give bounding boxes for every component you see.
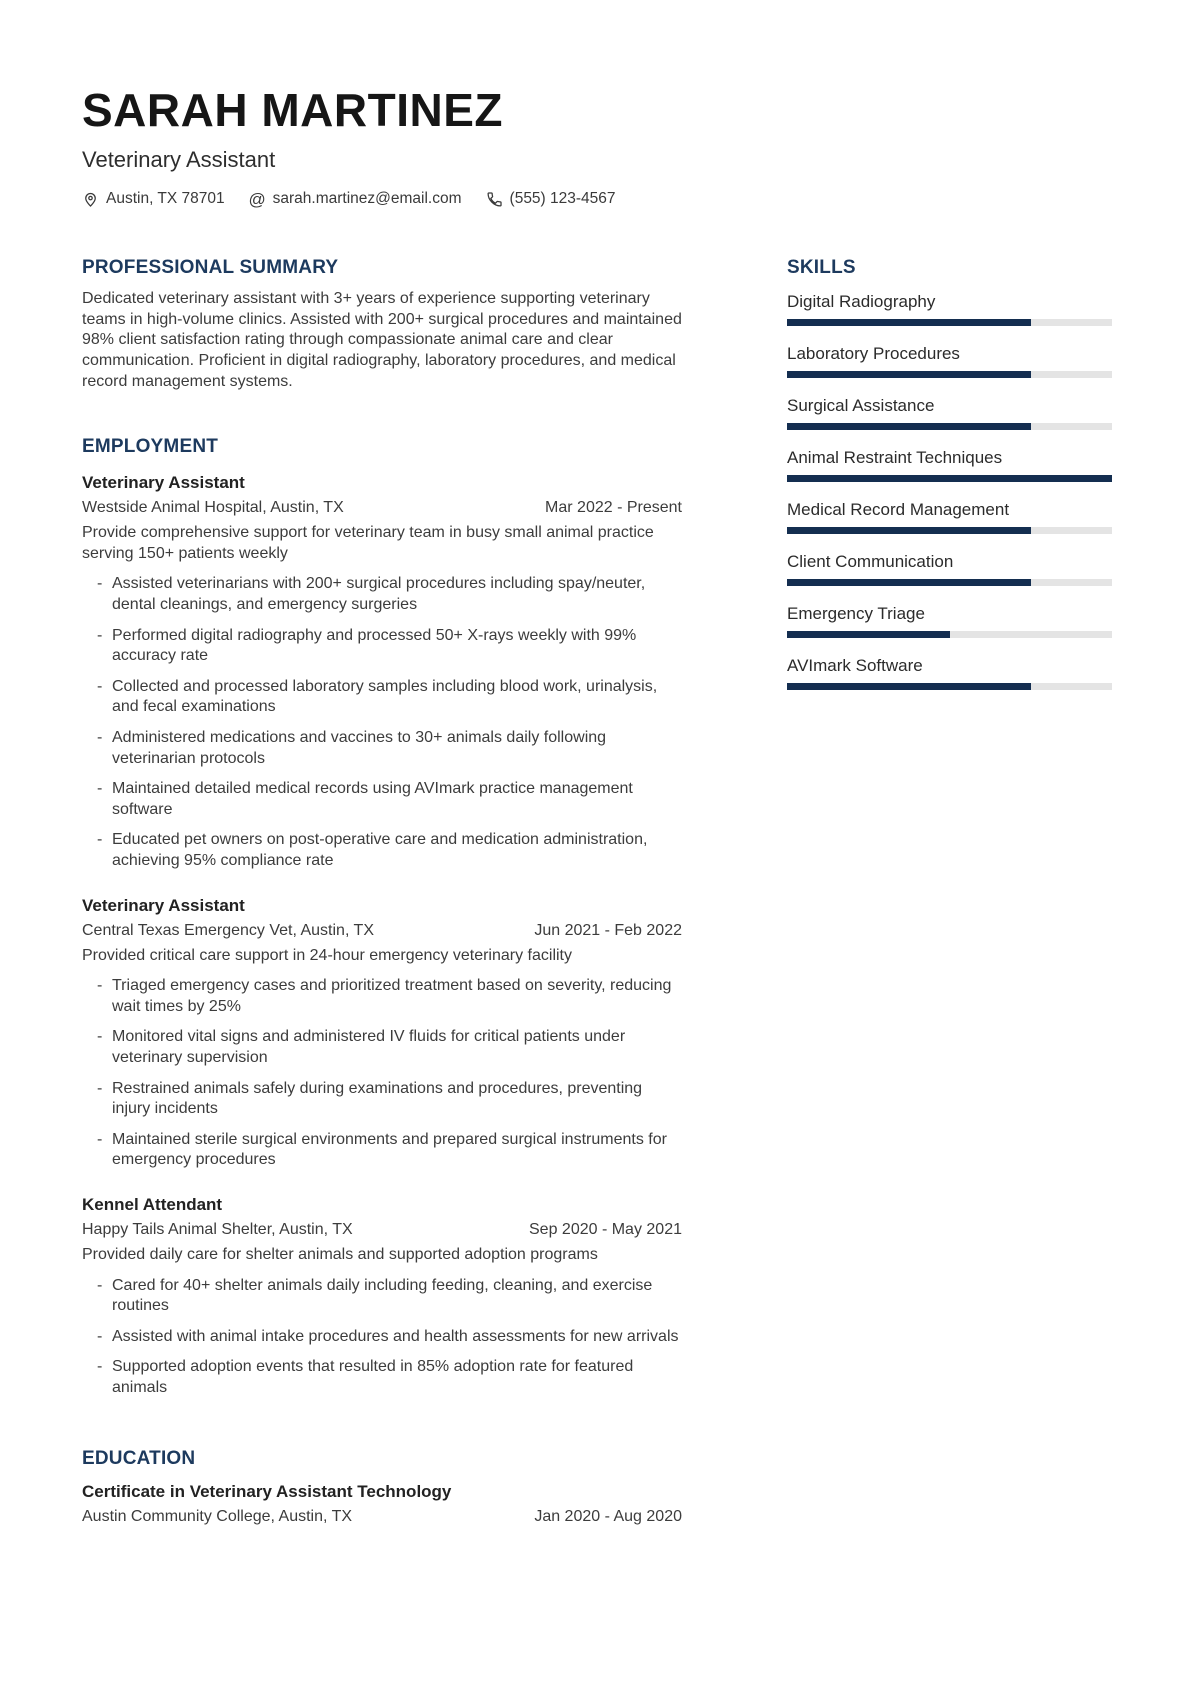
skill-item [787,604,1112,638]
bullet-dash: - [97,1028,103,1046]
job-bullet [82,677,682,718]
bullet-text: Assisted veterinarians with 200+ surgical procedures including spay/neuter, dental cleanings, and emergency surgeries [112,575,646,614]
bullet-dash: - [97,1130,103,1148]
skill-label: Animal Restraint Techniques [787,448,1003,468]
skill-label: Medical Record Management [787,500,1010,520]
job-bullet [82,728,682,769]
bullet-text: Maintained detailed medical records using AVImark practice management software [112,780,633,818]
job-bullet [82,779,682,820]
job-bullet [82,1027,682,1068]
education-school: Austin Community College, Austin, TX [82,1508,353,1526]
skill-label: Client Communication [787,552,954,572]
bullet-text: Supported adoption events that resulted in 85% adoption rate for featured animals [112,1358,634,1396]
bullet-dash: - [97,1079,103,1097]
person-job-title: Veterinary Assistant [82,147,276,173]
main-column [82,257,682,1528]
job-title: Kennel Attendant [82,1194,223,1214]
bullet-text: Maintained sterile surgical environments and prepared surgical instruments for emergency procedures [112,1130,667,1169]
skill-progress-fill [787,631,950,638]
skill-label: Laboratory Procedures [787,344,960,364]
job-bullet-list [82,976,682,1171]
contact-email-text: sarah.martinez@email.com [272,190,462,208]
summary-text: Dedicated veterinary assistant with 3+ years of experience supporting veterinary teams in high-volume clinics. Assisted with 200+ surgical procedures and maintained 98% client satisfaction rating through compassionate animal care and clear communication. Proficient in digital radiography, laboratory procedures, and medical record management systems. [82,290,682,390]
bullet-text: Educated pet owners on post-operative care and medication administration, achieving 95% compliance rate [112,831,648,869]
job-company: Happy Tails Animal Shelter, Austin, TX [82,1220,353,1238]
employment-heading: EMPLOYMENT [82,436,219,458]
skill-progress-track [787,423,1112,430]
education-section [82,1448,682,1528]
skill-progress-fill [787,683,1031,690]
contact-email [249,190,462,208]
job-company: Central Texas Emergency Vet, Austin, TX [82,921,374,939]
skill-progress-track [787,631,1112,638]
resume-header [82,86,1112,208]
job-dates: Mar 2022 - Present [545,499,682,517]
bullet-dash: - [97,677,103,695]
job-meta-row [82,920,682,942]
skill-item [787,656,1112,690]
job-bullet [82,830,682,871]
job-summary: Provided daily care for shelter animals and supported adoption programs [82,1245,598,1263]
contact-location-text: Austin, TX 78701 [106,190,225,208]
job-meta-row [82,1219,682,1241]
skill-item [787,552,1112,586]
skill-item [787,292,1112,326]
skills-heading: SKILLS [787,257,856,279]
summary-heading: PROFESSIONAL SUMMARY [82,257,339,279]
contact-phone [486,190,616,208]
job-summary: Provided critical care support in 24-hour emergency veterinary facility [82,946,572,964]
education-heading: EDUCATION [82,1448,196,1470]
skill-label: AVImark Software [787,656,923,676]
job-entry [82,1193,682,1399]
skill-progress-fill [787,371,1031,378]
job-dates: Sep 2020 - May 2021 [529,1220,682,1238]
bullet-dash: - [97,831,103,849]
skill-label: Emergency Triage [787,604,925,624]
skill-progress-track [787,319,1112,326]
skill-item [787,500,1112,534]
bullet-text: Restrained animals safely during examinations and procedures, preventing injury incidents [112,1079,643,1118]
job-meta-row [82,497,682,519]
summary-section [82,257,682,392]
skill-item [787,448,1112,482]
skill-progress-fill [787,579,1031,586]
skill-progress-track [787,371,1112,378]
job-dates: Jun 2021 - Feb 2022 [534,921,682,939]
skill-item [787,344,1112,378]
bullet-dash: - [97,780,103,798]
bullet-text: Collected and processed laboratory samples including blood work, urinalysis, and fecal examinations [112,677,658,716]
skill-progress-track [787,683,1112,690]
skills-column [787,257,1112,1528]
skill-progress-fill [787,423,1031,430]
job-bullet [82,626,682,667]
at-sign-icon: @ [248,189,266,209]
skill-progress-fill [787,319,1031,326]
job-bullet [82,1357,682,1398]
bullet-text: Administered medications and vaccines to 30+ animals daily following veterinarian protocols [112,729,607,767]
job-bullet [82,1079,682,1120]
employment-section [82,436,682,1398]
job-summary: Provide comprehensive support for veterinary team in busy small animal practice serving 150+ patients weekly [82,524,654,562]
skill-item [787,396,1112,430]
job-entry [82,471,682,871]
job-bullet [82,1130,682,1171]
bullet-text: Performed digital radiography and processed 50+ X-rays weekly with 99% accuracy rate [112,626,637,665]
skill-progress-track [787,527,1112,534]
bullet-dash: - [97,1358,103,1376]
bullet-dash: - [97,977,103,995]
skill-progress-fill [787,475,1112,482]
bullet-text: Triaged emergency cases and prioritized treatment based on severity, reducing wait times by 25% [112,977,672,1015]
skill-progress-track [787,579,1112,586]
person-name: SARAH MARTINEZ [82,84,503,136]
job-bullet-list [82,574,682,871]
job-bullet [82,1276,682,1317]
bullet-text: Assisted with animal intake procedures and health assessments for new arrivals [112,1327,679,1345]
job-bullet [82,574,682,615]
job-title: Veterinary Assistant [82,473,245,493]
bullet-dash: - [97,626,103,644]
contact-location [82,190,225,208]
job-company: Westside Animal Hospital, Austin, TX [82,499,344,517]
phone-icon [486,191,503,208]
location-pin-icon [82,191,99,208]
education-dates: Jan 2020 - Aug 2020 [534,1508,682,1526]
job-list [82,471,682,1398]
contact-phone-text: (555) 123-4567 [509,190,616,208]
bullet-dash: - [97,575,103,593]
skill-progress-fill [787,527,1031,534]
job-title: Veterinary Assistant [82,895,245,915]
bullet-text: Cared for 40+ shelter animals daily including feeding, cleaning, and exercise routines [112,1276,653,1315]
job-bullet-list [82,1276,682,1399]
skills-section [787,257,1112,690]
bullet-dash: - [97,729,103,747]
education-meta-row [82,1506,682,1528]
bullet-dash: - [97,1276,103,1294]
contact-row [82,190,1112,208]
skill-label: Surgical Assistance [787,396,935,416]
job-bullet [82,976,682,1017]
bullet-dash: - [97,1327,103,1345]
skill-progress-track [787,475,1112,482]
skill-label: Digital Radiography [787,292,936,312]
two-column-layout [82,257,1112,1528]
education-degree: Certificate in Veterinary Assistant Technology [82,1482,452,1502]
bullet-text: Monitored vital signs and administered IV fluids for critical patients under veterinary supervision [112,1028,626,1066]
job-bullet [82,1327,682,1348]
job-entry [82,894,682,1171]
skill-list [787,292,1112,690]
